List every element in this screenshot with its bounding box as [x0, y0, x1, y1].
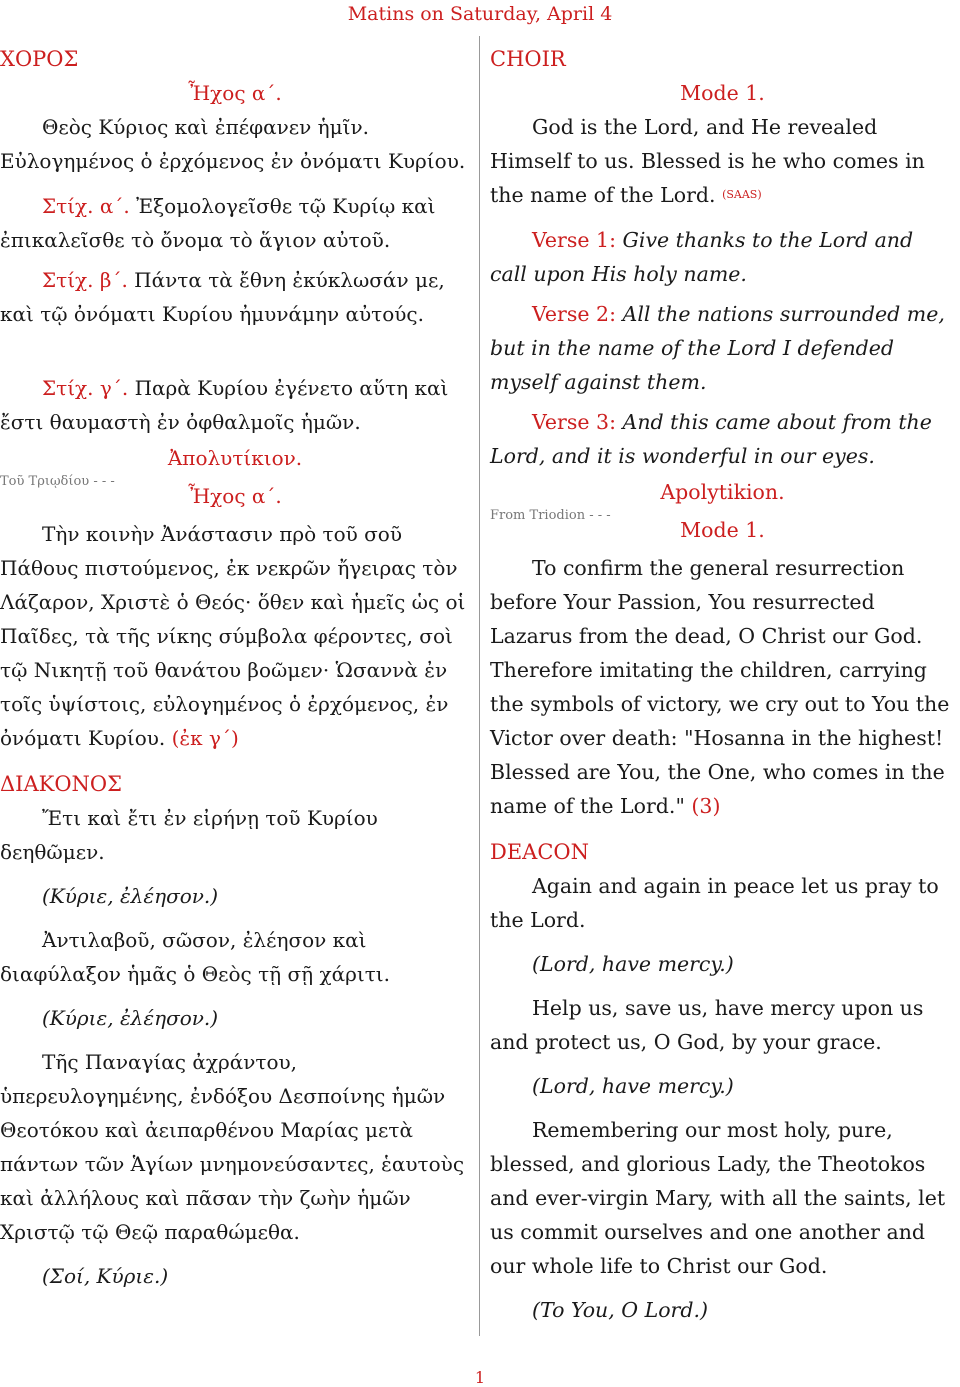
deacon-petition-2-english: Help us, save us, have mercy upon us and protect us, O God, by your grace.: [490, 996, 924, 1054]
verse-3-label-english: Verse 3:: [532, 410, 616, 434]
source-mode-row-greek: [0, 474, 470, 513]
verse-2-label-english: Verse 2:: [532, 302, 616, 326]
apolytikion-heading-greek: Ἀπολυτίκιον.: [167, 446, 303, 470]
saas-source-tag: (SAAS): [722, 188, 762, 201]
god-is-the-lord-english: [490, 110, 955, 212]
mode-label-greek: Ἦχος α΄.: [188, 81, 282, 105]
verse-1-greek: [0, 189, 470, 257]
english-column: [490, 42, 955, 1327]
god-is-the-lord-text: God is the Lord, and He revealed Himself to us. Blessed is he who comes in the name of the Lord.: [490, 115, 925, 207]
verse-1-label-greek: Στίχ. α΄.: [42, 194, 130, 218]
source-mode-row-english: [490, 508, 955, 547]
choir-heading-greek: ΧΟΡΟΣ: [0, 47, 79, 71]
verse-2-english: [490, 297, 955, 399]
repeat-marker-english: (3): [691, 794, 721, 818]
mode-label-english: Mode 1.: [680, 81, 765, 105]
triodion-source-english: From Triodion - - -: [490, 508, 611, 523]
theos-kyrios-greek: Θεὸς Κύριος καὶ ἐπέφανεν ἡμῖν. Εὐλογημένος ὁ ἐρχόμενος ἐν ὀνόματι Κυρίου.: [0, 115, 466, 173]
verse-1-label-english: Verse 1:: [532, 228, 616, 252]
apolytikion-text-english: To confirm the general resurrection before Your Passion, You resurrected Lazarus from the dead, O Christ our God. Therefore imitating the children, carrying the symbols of victory, we cry out to You the Victor over death: "Hosanna in the highest! Blessed are You, the One, who comes in the name of the Lord.": [490, 556, 950, 818]
verse-3-greek: [0, 371, 470, 439]
deacon-petition-1-greek: Ἔτι καὶ ἔτι ἐν εἰρήνῃ τοῦ Κυρίου δεηθῶμεν.: [0, 806, 378, 864]
response-3-english: (To You, O Lord.): [532, 1298, 708, 1322]
verse-2-text-english: All the nations surrounded me, but in the name of the Lord I defended myself against them.: [490, 302, 945, 394]
running-head: Matins on Saturday, April 4: [347, 3, 613, 25]
response-1-english: (Lord, have mercy.): [532, 952, 734, 976]
response-3-greek: (Σοί, Κύριε.): [42, 1264, 169, 1288]
verse-3-english: [490, 405, 955, 473]
deacon-heading-english: DEACON: [490, 840, 589, 864]
greek-column: [0, 42, 470, 1293]
response-2-greek: (Κύριε, ἐλέησον.): [42, 1006, 219, 1030]
apolytikion-hymn-english: [490, 551, 955, 823]
mode-label-2-greek: Ἦχος α΄.: [188, 484, 282, 508]
repeat-marker-greek: (ἐκ γ΄): [171, 726, 239, 750]
response-1-greek: (Κύριε, ἐλέησον.): [42, 884, 219, 908]
verse-1-text-english: Give thanks to the Lord and call upon His holy name.: [490, 228, 914, 286]
triodion-source-greek: Τοῦ Τριῳδίου - - -: [0, 474, 115, 489]
verse-2-greek: [0, 263, 470, 331]
page-number: 1: [474, 1368, 486, 1387]
deacon-petition-3-greek: Τῆς Παναγίας ἀχράντου, ὑπερευλογημένης, ἐνδόξου Δεσποίνης ἡμῶν Θεοτόκου καὶ ἀειπαρθένου Μαρίας μετὰ πάντων τῶν Ἁγίων μνημονεύσαντες, ἑαυτοὺς καὶ ἀλλήλους καὶ πᾶσαν τὴν ζωὴν ἡμῶν Χριστῷ τῷ Θεῷ παραθώμεθα.: [0, 1050, 465, 1244]
response-2-english: (Lord, have mercy.): [532, 1074, 734, 1098]
verse-2-label-greek: Στίχ. β΄.: [42, 268, 128, 292]
deacon-heading-greek: ΔΙΑΚΟΝΟΣ: [0, 772, 122, 796]
apolytikion-text-greek: Τὴν κοινὴν Ἀνάστασιν πρὸ τοῦ σοῦ Πάθους πιστούμενος, ἐκ νεκρῶν ἤγειρας τὸν Λάζαρον, Χριστὲ ὁ Θεός· ὅθεν καὶ ἡμεῖς ὡς οἱ Παῖδες, τὰ τῆς νίκης σύμβολα φέροντες, σοὶ τῷ Νικητῇ τοῦ θανάτου βοῶμεν· Ὡσαννὰ ἐν τοῖς ὑψίστοις, εὐλογημένος ὁ ἐρχόμενος, ἐν ὀνόματι Κυρίου.: [0, 522, 466, 750]
verse-1-text-greek: Ἐξομολογεῖσθε τῷ Κυρίῳ καὶ ἐπικαλεῖσθε τὸ ὄνομα τὸ ἅγιον αὐτοῦ.: [0, 194, 436, 252]
verse-3-label-greek: Στίχ. γ΄.: [42, 376, 129, 400]
apolytikion-heading-english: Apolytikion.: [660, 480, 785, 504]
verse-1-english: [490, 223, 955, 291]
verse-3-text-english: And this came about from the Lord, and it is wonderful in our eyes.: [490, 410, 932, 468]
verse-2-text-greek: Πάντα τὰ ἔθνη ἐκύκλωσάν με, καὶ τῷ ὀνόματι Κυρίου ἠμυνάμην αὐτούς.: [0, 268, 445, 326]
deacon-petition-2-greek: Ἀντιλαβοῦ, σῶσον, ἐλέησον καὶ διαφύλαξον ἡμᾶς ὁ Θεὸς τῇ σῇ χάριτι.: [0, 928, 390, 986]
choir-heading-english: CHOIR: [490, 47, 566, 71]
mode-label-2-english: Mode 1.: [680, 518, 765, 542]
column-divider: [479, 36, 480, 1336]
verse-3-text-greek: Παρὰ Κυρίου ἐγένετο αὕτη καὶ ἔστι θαυμαστὴ ἐν ὀφθαλμοῖς ἡμῶν.: [0, 376, 449, 434]
deacon-petition-3-english: Remembering our most holy, pure, blessed, and glorious Lady, the Theotokos and ever-virgin Mary, with all the saints, let us commit ourselves and one another and our whole life to Christ our God.: [490, 1118, 946, 1278]
apolytikion-hymn-greek: [0, 517, 470, 755]
deacon-petition-1-english: Again and again in peace let us pray to the Lord.: [490, 874, 939, 932]
